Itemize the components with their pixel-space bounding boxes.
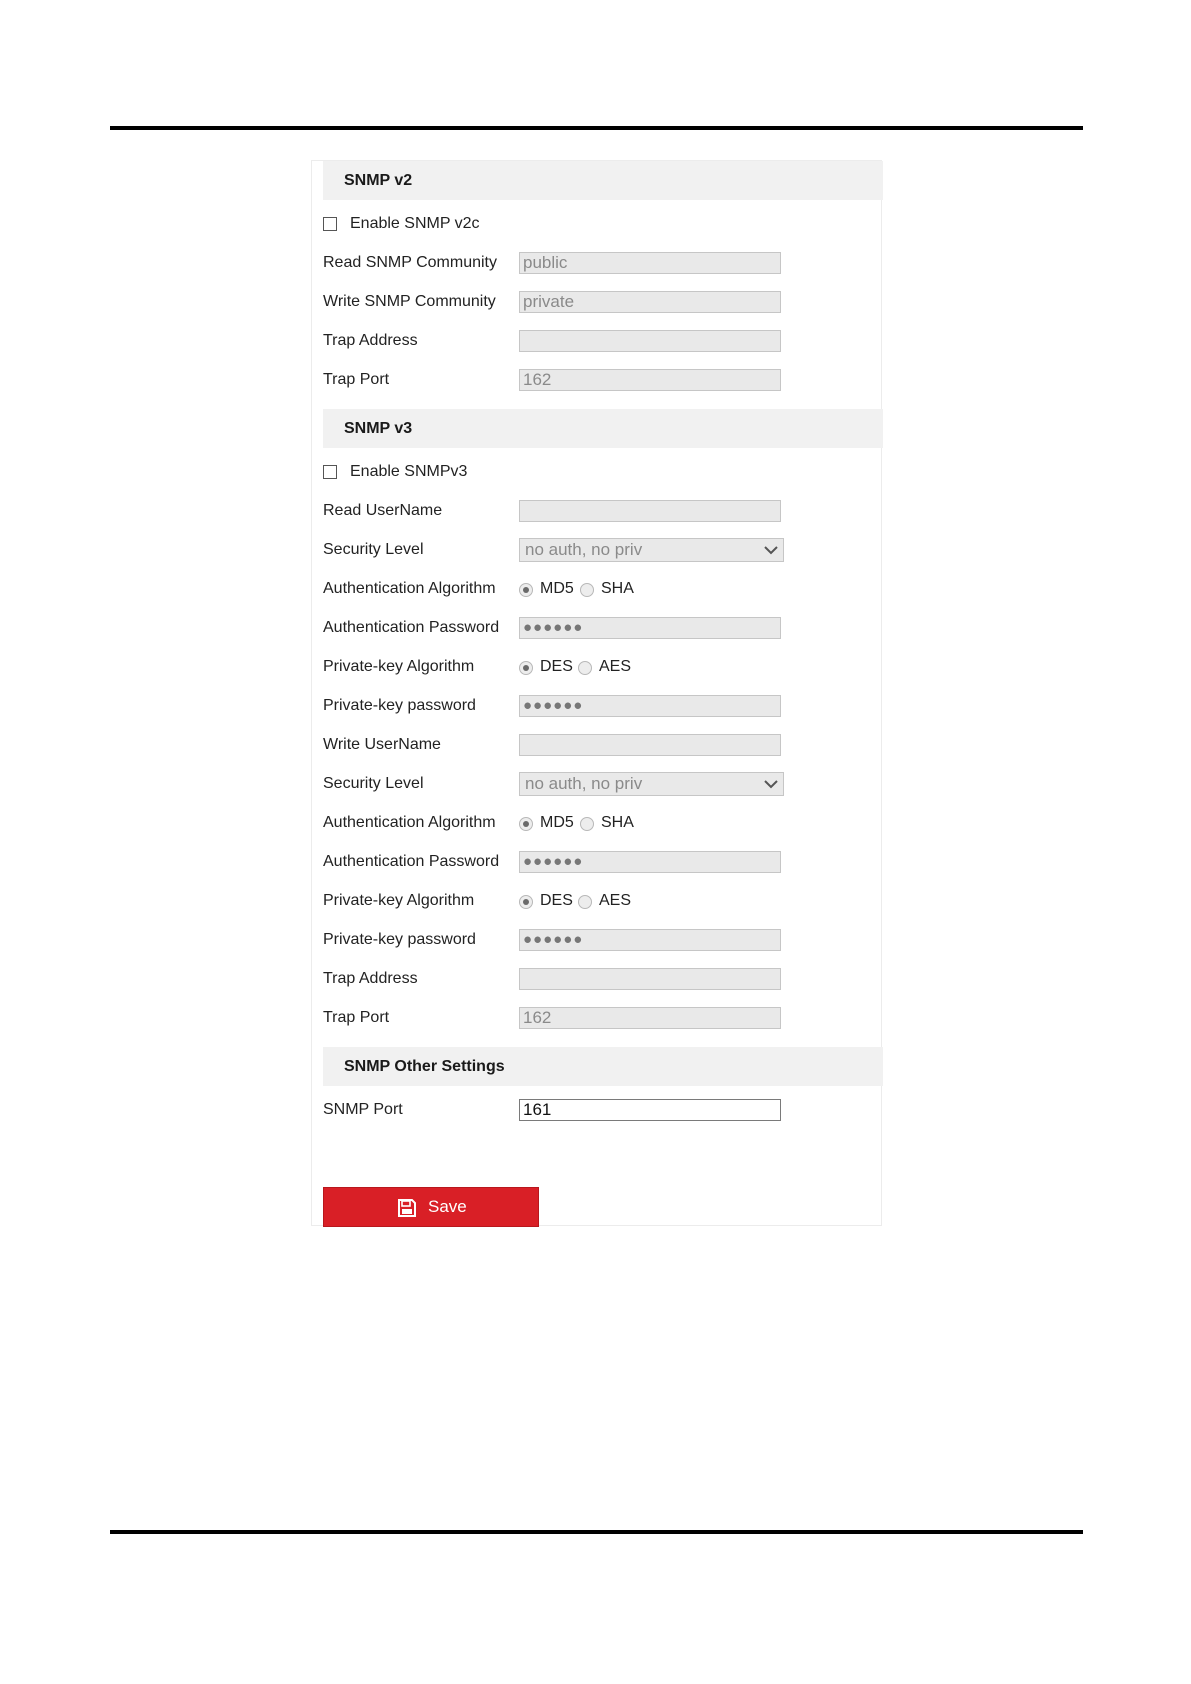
read-privkey-aes-label: AES bbox=[599, 658, 632, 675]
write-security-level-row bbox=[323, 771, 863, 797]
write-security-level-value: no auth, no priv bbox=[525, 774, 643, 793]
write-community-row bbox=[323, 289, 863, 315]
write-auth-sha-label: SHA bbox=[601, 814, 634, 831]
v3-trap-address-input[interactable] bbox=[519, 968, 781, 990]
v3-trap-port-label: Trap Port bbox=[323, 1009, 390, 1026]
read-privkey-des-label: DES bbox=[540, 658, 573, 675]
write-auth-password-input[interactable]: ●●●●●● bbox=[519, 851, 781, 873]
write-privkey-aes-label: AES bbox=[599, 892, 632, 909]
read-auth-password-input[interactable]: ●●●●●● bbox=[519, 617, 781, 639]
v2-trap-address-label: Trap Address bbox=[323, 332, 418, 349]
read-auth-algorithm-label: Authentication Algorithm bbox=[323, 580, 496, 597]
write-auth-password-row bbox=[323, 849, 863, 875]
v3-trap-port-row bbox=[323, 1005, 863, 1031]
enable-snmp-v2c-row bbox=[323, 211, 863, 237]
chevron-down-icon bbox=[763, 542, 779, 558]
read-community-row bbox=[323, 250, 863, 276]
save-icon bbox=[397, 1198, 417, 1218]
read-community-label: Read SNMP Community bbox=[323, 254, 497, 271]
write-privkey-algorithm-row bbox=[323, 888, 863, 914]
v2-trap-port-row bbox=[323, 367, 863, 393]
write-privkey-des-radio[interactable] bbox=[519, 895, 533, 909]
read-security-level-select[interactable] bbox=[519, 538, 784, 562]
write-privkey-password-label: Private-key password bbox=[323, 931, 476, 948]
write-auth-md5-radio[interactable] bbox=[519, 817, 533, 831]
v3-trap-address-label: Trap Address bbox=[323, 970, 418, 987]
enable-snmpv3-row bbox=[323, 459, 863, 485]
write-auth-sha-radio[interactable] bbox=[580, 817, 594, 831]
read-auth-password-row bbox=[323, 615, 863, 641]
read-privkey-password-input[interactable]: ●●●●●● bbox=[519, 695, 781, 717]
read-username-label: Read UserName bbox=[323, 502, 443, 519]
snmp-port-row bbox=[323, 1097, 863, 1123]
write-security-level-select[interactable] bbox=[519, 772, 784, 796]
read-security-level-label: Security Level bbox=[323, 541, 424, 558]
read-auth-sha-label: SHA bbox=[601, 580, 634, 597]
write-community-input[interactable]: private bbox=[519, 291, 781, 313]
write-username-label: Write UserName bbox=[323, 736, 441, 753]
write-privkey-password-input[interactable]: ●●●●●● bbox=[519, 929, 781, 951]
save-button[interactable] bbox=[323, 1187, 539, 1227]
v3-trap-address-row bbox=[323, 966, 863, 992]
snmp-settings-panel bbox=[311, 160, 882, 1226]
write-username-input[interactable] bbox=[519, 734, 781, 756]
read-auth-md5-radio[interactable] bbox=[519, 583, 533, 597]
snmp-v3-header: SNMP v3 bbox=[323, 409, 883, 448]
v2-trap-address-row bbox=[323, 328, 863, 354]
read-auth-md5-label: MD5 bbox=[540, 580, 574, 597]
snmp-v2-header: SNMP v2 bbox=[323, 161, 883, 200]
write-auth-md5-label: MD5 bbox=[540, 814, 574, 831]
v2-trap-address-input[interactable] bbox=[519, 330, 781, 352]
write-privkey-algorithm-label: Private-key Algorithm bbox=[323, 892, 475, 909]
write-auth-algorithm-label: Authentication Algorithm bbox=[323, 814, 496, 831]
snmp-port-input[interactable]: 161 bbox=[519, 1099, 781, 1121]
read-privkey-des-radio[interactable] bbox=[519, 661, 533, 675]
enable-snmpv3-checkbox[interactable] bbox=[323, 465, 337, 479]
write-auth-password-label: Authentication Password bbox=[323, 853, 500, 870]
snmp-port-label: SNMP Port bbox=[323, 1101, 403, 1118]
enable-snmp-v2c-checkbox[interactable] bbox=[323, 217, 337, 231]
chevron-down-icon bbox=[763, 776, 779, 792]
read-auth-password-label: Authentication Password bbox=[323, 619, 500, 636]
snmp-other-settings-header: SNMP Other Settings bbox=[323, 1047, 883, 1086]
v3-trap-port-input[interactable]: 162 bbox=[519, 1007, 781, 1029]
enable-snmpv3-label: Enable SNMPv3 bbox=[350, 463, 468, 480]
top-rule bbox=[110, 126, 1083, 130]
v2-trap-port-label: Trap Port bbox=[323, 371, 390, 388]
save-button-label: Save bbox=[428, 1197, 467, 1216]
read-privkey-aes-radio[interactable] bbox=[578, 661, 592, 675]
read-community-input[interactable]: public bbox=[519, 252, 781, 274]
write-security-level-label: Security Level bbox=[323, 775, 424, 792]
write-community-label: Write SNMP Community bbox=[323, 293, 496, 310]
write-privkey-aes-radio[interactable] bbox=[578, 895, 592, 909]
write-privkey-des-label: DES bbox=[540, 892, 573, 909]
write-auth-algorithm-row bbox=[323, 810, 863, 836]
v2-trap-port-input[interactable]: 162 bbox=[519, 369, 781, 391]
read-privkey-password-label: Private-key password bbox=[323, 697, 476, 714]
read-auth-sha-radio[interactable] bbox=[580, 583, 594, 597]
read-username-row bbox=[323, 498, 863, 524]
enable-snmp-v2c-label: Enable SNMP v2c bbox=[350, 215, 480, 232]
read-auth-algorithm-row bbox=[323, 576, 863, 602]
read-privkey-algorithm-row bbox=[323, 654, 863, 680]
read-privkey-password-row bbox=[323, 693, 863, 719]
read-security-level-row bbox=[323, 537, 863, 563]
read-username-input[interactable] bbox=[519, 500, 781, 522]
bottom-rule bbox=[110, 1530, 1083, 1534]
read-privkey-algorithm-label: Private-key Algorithm bbox=[323, 658, 475, 675]
write-privkey-password-row bbox=[323, 927, 863, 953]
read-security-level-value: no auth, no priv bbox=[525, 540, 643, 559]
write-username-row bbox=[323, 732, 863, 758]
